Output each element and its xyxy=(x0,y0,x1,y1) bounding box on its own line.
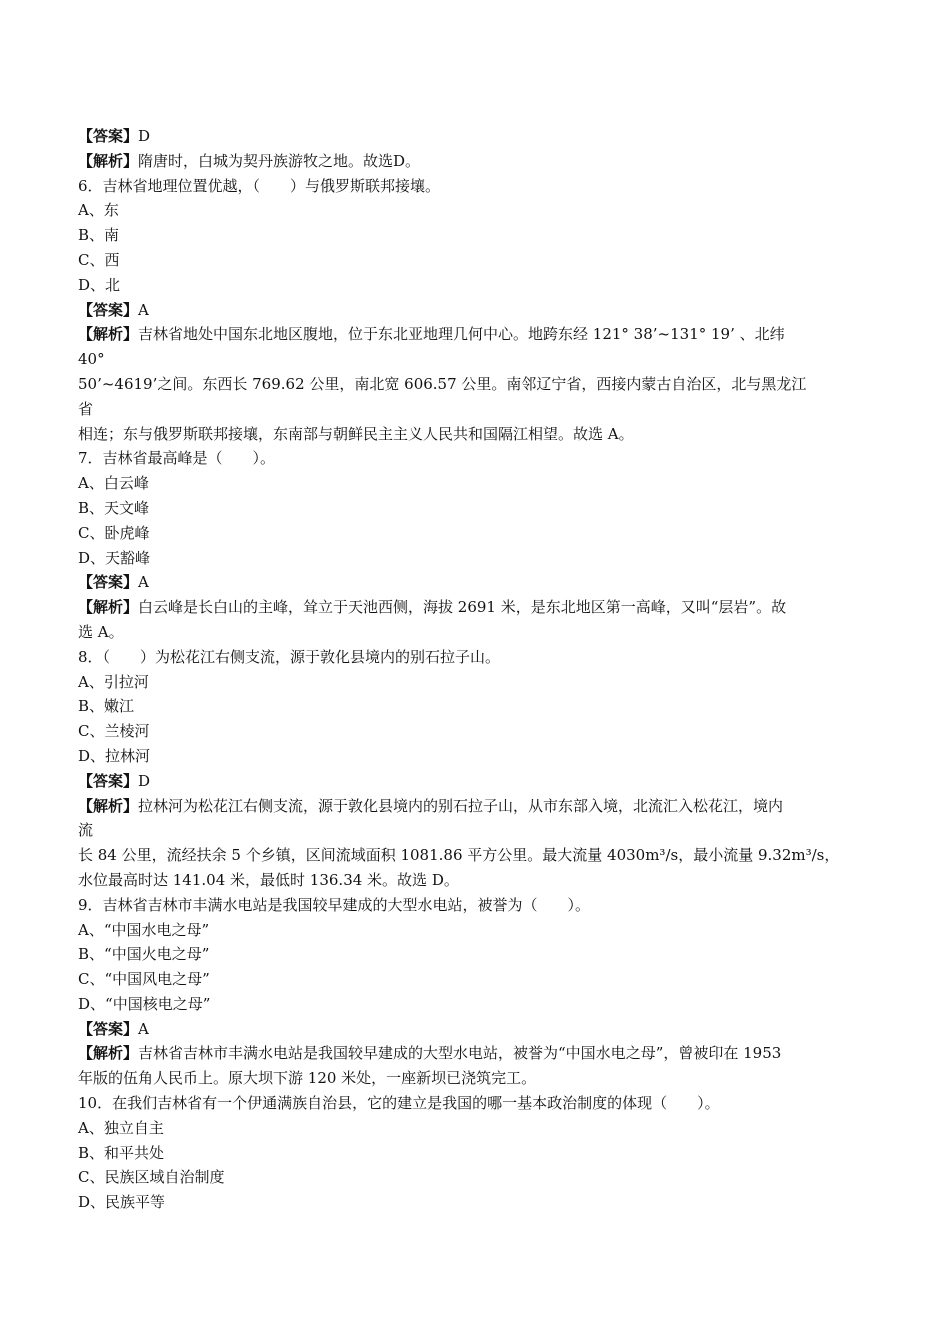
line-text: B、嫩江 xyxy=(78,697,135,716)
text-line xyxy=(78,992,878,1017)
line-text: B、“中国火电之母” xyxy=(78,945,210,964)
line-text: 白云峰是长白山的主峰，耸立于天池西侧，海拔 2691 米，是东北地区第一高峰，又叫“层岩”。故 xyxy=(138,598,787,617)
text-line xyxy=(78,719,878,744)
line-text: D、民族平等 xyxy=(78,1193,166,1212)
line-text: A、“中国水电之母” xyxy=(78,920,210,939)
line-text: 隋唐时，白城为契丹族游牧之地。故选D。 xyxy=(138,151,421,170)
text-line xyxy=(78,347,878,372)
line-text: 年版的伍角人民币上。原大坝下游 120 米处，一座新坝已浇筑完工。 xyxy=(78,1069,537,1088)
line-text: 吉林省地处中国东北地区腹地，位于东北亚地理几何中心。地跨东经 121° 38’~131° 19’ 、北纬 xyxy=(138,325,785,344)
text-line xyxy=(78,397,878,422)
section-tag: 【答案】 xyxy=(78,771,139,790)
section-tag: 【解析】 xyxy=(78,796,139,815)
text-line xyxy=(78,694,878,719)
line-text: 7．吉林省最高峰是（ ）。 xyxy=(78,449,276,468)
line-text: A、白云峰 xyxy=(78,474,149,493)
line-text: 40° xyxy=(78,350,105,369)
section-tag: 【答案】 xyxy=(78,1019,139,1038)
line-text: D、北 xyxy=(78,275,121,294)
text-line xyxy=(78,595,878,620)
line-text: D、“中国核电之母” xyxy=(78,994,211,1013)
line-text: B、天文峰 xyxy=(78,498,150,517)
text-line xyxy=(78,794,878,819)
text-line xyxy=(78,372,878,397)
text-line xyxy=(78,818,878,843)
text-line xyxy=(78,149,878,174)
text-line xyxy=(78,223,878,248)
text-line xyxy=(78,198,878,223)
text-line xyxy=(78,174,878,199)
line-text: C、兰棱河 xyxy=(78,722,150,741)
line-text: 50’~4619’之间。东西长 769.62 公里，南北宽 606.57 公里。南邻辽宁省，西接内蒙古自治区，北与黑龙江 xyxy=(78,374,807,393)
text-line xyxy=(78,124,878,149)
text-line xyxy=(78,1141,878,1166)
text-line xyxy=(78,918,878,943)
line-text: A、东 xyxy=(78,201,119,220)
text-line xyxy=(78,645,878,670)
line-text: 9．吉林省吉林市丰满水电站是我国较早建成的大型水电站，被誉为（ ）。 xyxy=(78,895,591,914)
text-line xyxy=(78,322,878,347)
document-page xyxy=(78,124,878,1215)
line-text: B、南 xyxy=(78,226,120,245)
line-text: 10．在我们吉林省有一个伊通满族自治县，它的建立是我国的哪一基本政治制度的体现（ ）。 xyxy=(78,1094,720,1113)
text-line xyxy=(78,868,878,893)
text-line xyxy=(78,298,878,323)
line-text: A、引拉河 xyxy=(78,672,149,691)
line-text: 选 A。 xyxy=(78,622,124,641)
line-text: 省 xyxy=(78,399,94,418)
text-line xyxy=(78,942,878,967)
line-text: 吉林省吉林市丰满水电站是我国较早建成的大型水电站，被誉为“中国水电之母”，曾被印在 1953 xyxy=(138,1044,782,1063)
line-text: 流 xyxy=(78,821,94,840)
line-text: C、卧虎峰 xyxy=(78,523,150,542)
text-line xyxy=(78,1041,878,1066)
line-text: B、和平共处 xyxy=(78,1143,165,1162)
text-line xyxy=(78,521,878,546)
text-line xyxy=(78,546,878,571)
text-line xyxy=(78,1066,878,1091)
text-line xyxy=(78,570,878,595)
section-tag: 【答案】 xyxy=(78,573,139,592)
line-text: 长 84 公里，流经扶余 5 个乡镇，区间流域面积 1081.86 平方公里。最大流量 4030m³/s，最小流量 9.32m³/s， xyxy=(78,846,840,865)
text-line xyxy=(78,843,878,868)
text-line xyxy=(78,248,878,273)
line-text: 相连；东与俄罗斯联邦接壤，东南部与朝鲜民主主义人民共和国隔江相望。故选 A。 xyxy=(78,424,634,443)
line-text: C、民族区域自治制度 xyxy=(78,1168,225,1187)
line-text: D、天豁峰 xyxy=(78,548,151,567)
text-line xyxy=(78,446,878,471)
line-text: A、独立自主 xyxy=(78,1118,164,1137)
section-tag: 【答案】 xyxy=(78,300,139,319)
text-line xyxy=(78,1116,878,1141)
text-line xyxy=(78,1017,878,1042)
line-text: C、西 xyxy=(78,250,120,269)
line-text: A xyxy=(138,573,149,592)
line-text: D xyxy=(138,771,151,790)
line-text: 6．吉林省地理位置优越，（ ）与俄罗斯联邦接壤。 xyxy=(78,176,441,195)
section-tag: 【解析】 xyxy=(78,151,139,170)
text-line xyxy=(78,273,878,298)
line-text: C、“中国风电之母” xyxy=(78,970,210,989)
line-text: 拉林河为松花江右侧支流，源于敦化县境内的别石拉子山，从市东部入境，北流汇入松花江，境内 xyxy=(138,796,784,815)
line-text: 8．（ ）为松花江右侧支流，源于敦化县境内的别石拉子山。 xyxy=(78,647,501,666)
text-line xyxy=(78,893,878,918)
text-line xyxy=(78,496,878,521)
text-line xyxy=(78,967,878,992)
line-text: D、拉林河 xyxy=(78,746,151,765)
text-line xyxy=(78,670,878,695)
line-text: A xyxy=(138,300,149,319)
section-tag: 【解析】 xyxy=(78,325,139,344)
text-line xyxy=(78,422,878,447)
text-line xyxy=(78,1165,878,1190)
text-line xyxy=(78,744,878,769)
line-text: 水位最高时达 141.04 米，最低时 136.34 米。故选 D。 xyxy=(78,870,459,889)
text-line xyxy=(78,471,878,496)
line-text: A xyxy=(138,1019,149,1038)
text-line xyxy=(78,620,878,645)
text-line xyxy=(78,1091,878,1116)
section-tag: 【解析】 xyxy=(78,1044,139,1063)
section-tag: 【答案】 xyxy=(78,127,139,145)
section-tag: 【解析】 xyxy=(78,598,139,617)
line-text: D xyxy=(138,127,151,145)
text-line xyxy=(78,1190,878,1215)
text-line xyxy=(78,769,878,794)
